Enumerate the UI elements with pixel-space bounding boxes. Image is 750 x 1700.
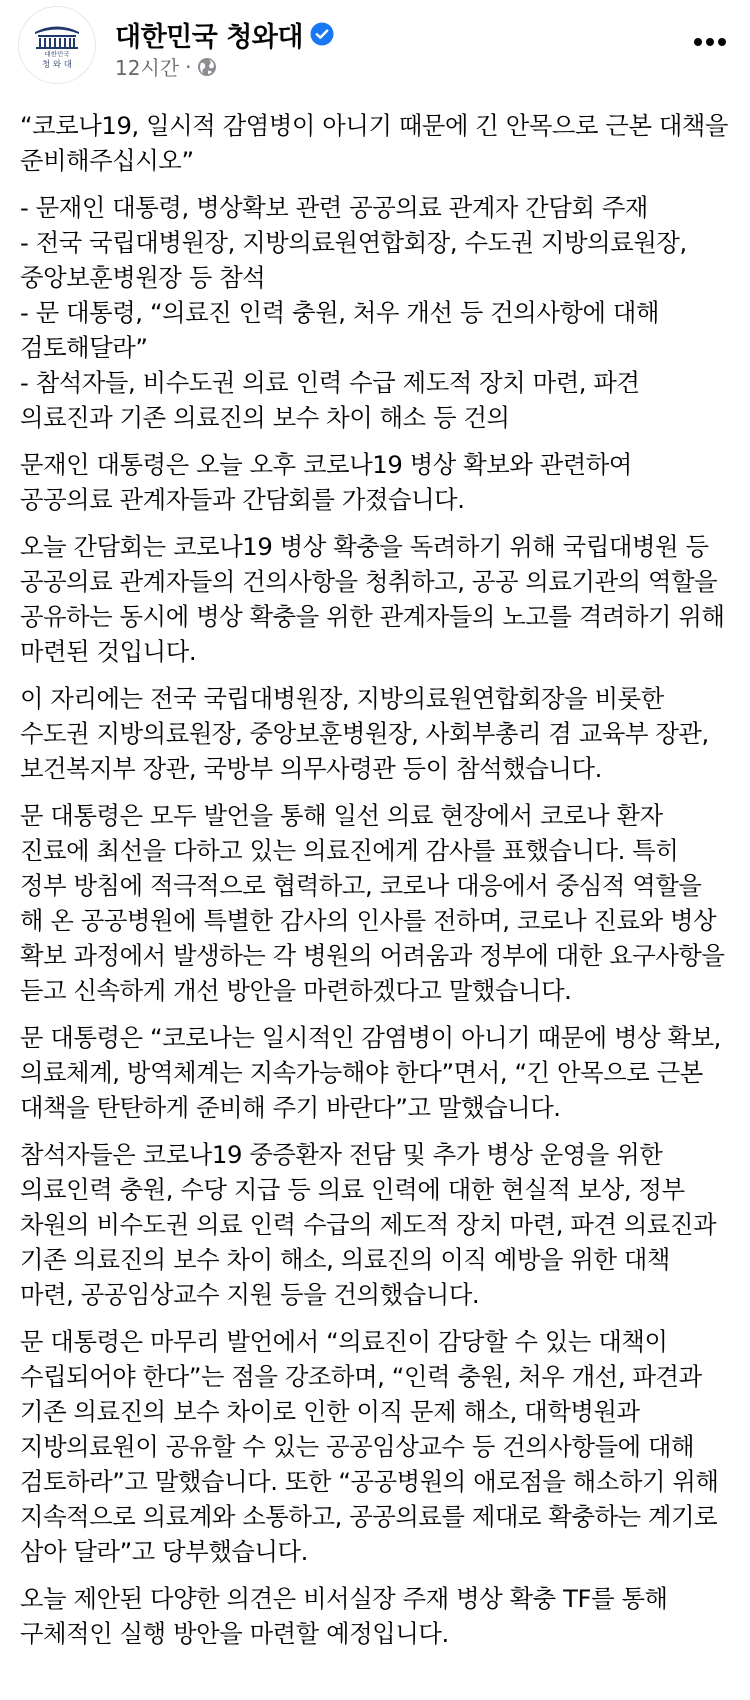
globe-icon[interactable] [197,57,217,77]
post-paragraph: 오늘 제안된 다양한 의견은 비서실장 주재 병상 확충 TF를 통해 구체적인 실행 방안을 마련할 예정입니다. [20,1584,668,1648]
blue-house-logo-icon [19,7,95,83]
post-paragraph: 문재인 대통령은 오늘 오후 코로나19 병상 확보와 관련하여 공공의료 관계자들과 간담회를 가졌습니다. [20,450,633,514]
meta-separator: · [185,54,192,79]
page-avatar[interactable] [18,6,96,84]
post-paragraph: 문 대통령은 마무리 발언에서 “의료진이 감당할 수 있는 대책이 수립되어야 한다”는 점을 강조하며, “인력 충원, 처우 개선, 파견과 기존 의료진의 보수 차이로 인한 이직 문제 해소, 대학병원과 지방의료원이 공유할 수 있는 공공임상교수 등 건의사항들에 대해 검토하라”고 말했습니다. 또한 “공공병원의 애로점을 해소하기 위해 지속적으로 의료계와 소통하고, 공공의료를 제대로 확충하는 계기로 삼아 달라”고 당부했습니다. [20,1327,719,1566]
post-paragraph: 참석자들은 코로나19 중증환자 전담 및 추가 병상 운영을 위한 의료인력 충원, 수당 지급 등 의료 인력에 대한 현실적 보상, 정부 차원의 비수도권 의료 인력 수급의 제도적 장치 마련, 파견 의료진과 기존 의료진의 보수 차이 해소, 의료진의 이직 예방을 위한 대책 마련, 공공임상교수 지원 등을 건의했습니다. [20,1140,717,1309]
avatar-text-top: 대한민국 [44,50,70,58]
more-options-button[interactable] [688,22,732,62]
verified-badge-icon [310,22,334,46]
post-headline: “코로나19, 일시적 감염병이 아니기 때문에 긴 안목으로 근본 대책을 준비해주십시오” [20,111,729,175]
post-meta [115,52,217,81]
avatar-text-bottom: 청 와 대 [41,60,73,70]
post-paragraph: 문 대통령은 모두 발언을 통해 일선 의료 현장에서 코로나 환자 진료에 최선을 다하고 있는 의료진에게 감사를 표했습니다. 특히 정부 방침에 적극적으로 협력하고, 코로나 대응에서 중심적 역할을 해 온 공공병원에 특별한 감사의 인사를 전하며, 코로나 진료와 병상 확보 과정에서 발생하는 각 병원의 어려움과 정부에 대한 요구사항을 듣고 신속하게 개선 방안을 마련하겠다고 말했습니다. [20,801,725,1005]
more-options-icon [688,22,732,62]
post-timestamp[interactable]: 12시간 [115,56,180,80]
post-paragraph: 이 자리에는 전국 국립대병원장, 지방의료원연합회장을 비롯한 수도권 지방의료원장, 중앙보훈병원장, 사회부총리 겸 교육부 장관, 보건복지부 장관, 국방부 의무사령관 등이 참석했습니다. [20,684,709,783]
page-name-row [115,14,334,54]
post-paragraph: 오늘 간담회는 코로나19 병상 확충을 독려하기 위해 국립대병원 등 공공의료 관계자들의 건의사항을 청취하고, 공공 의료기관의 역할을 공유하는 동시에 병상 확충을 위한 관계자들의 노고를 격려하기 위해 마련된 것입니다. [20,532,725,666]
post-paragraph: 문 대통령은 “코로나는 일시적인 감염병이 아니기 때문에 병상 확보, 의료체계, 방역체계는 지속가능해야 한다”면서, “긴 안목으로 근본 대책을 탄탄하게 준비해 주기 바란다”고 말했습니다. [20,1023,722,1122]
post-header [0,0,750,96]
post-summary-list: - 문재인 대통령, 병상확보 관련 공공의료 관계자 간담회 주재 - 전국 국립대병원장, 지방의료원연합회장, 수도권 지방의료원장, 중앙보훈병원장 등 참석 - 문 대통령, “의료진 인력 충원, 처우 개선 등 건의사항에 대해 검토해달라” - 참석자들, 비수도권 의료 인력 수급 제도적 장치 마련, 파견 의료진과 기존 의료진의 보수 차이 해소 등 건의 [20,193,687,432]
post-body [0,108,750,1651]
page-name-link[interactable]: 대한민국 청와대 [115,21,303,53]
